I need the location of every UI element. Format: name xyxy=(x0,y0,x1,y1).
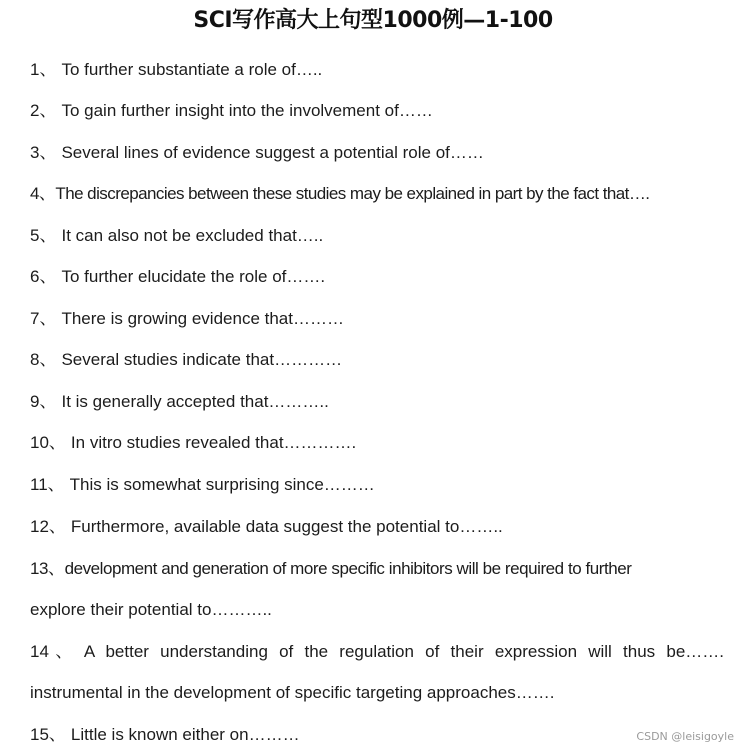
item-text: A better understanding of the regulation of their expression will thus be……. xyxy=(83,642,724,661)
item-text: Little is known either on……… xyxy=(70,725,300,744)
item-number: 1、 xyxy=(30,60,57,79)
item-text: The discrepancies between these studies may be explained in part by the fact that…. xyxy=(55,184,650,203)
list-item xyxy=(30,225,323,247)
item-number: 4、 xyxy=(30,184,56,203)
list-item xyxy=(30,391,329,413)
item-text: Several studies indicate that………… xyxy=(61,350,343,369)
list-item xyxy=(30,516,503,538)
list-item xyxy=(30,183,649,205)
list-item-continuation xyxy=(30,682,554,704)
item-number: 12、 xyxy=(30,517,66,536)
page-title: SCI写作高大上句型1000例—1-100 xyxy=(193,8,553,33)
list-item xyxy=(30,142,484,164)
watermark: CSDN @leisigoyle xyxy=(636,730,734,743)
list-item xyxy=(30,100,433,122)
item-text: Several lines of evidence suggest a potential role of…… xyxy=(61,143,484,162)
item-number: 2、 xyxy=(30,101,57,120)
item-number: 9、 xyxy=(30,392,57,411)
list-item xyxy=(30,432,356,454)
list-item xyxy=(30,266,325,288)
list-item xyxy=(30,558,632,580)
item-text: development and generation of more specific inhibitors will be required to further xyxy=(64,559,632,578)
item-number: 13、 xyxy=(30,559,65,578)
item-text: Furthermore, available data suggest the potential to…….. xyxy=(70,517,503,536)
item-text: It is generally accepted that……….. xyxy=(61,392,329,411)
item-text-continued: instrumental in the development of specific targeting approaches……. xyxy=(30,683,555,702)
list-item xyxy=(30,641,724,663)
list-item xyxy=(30,474,375,496)
item-number: 14、 xyxy=(30,642,79,661)
list-item xyxy=(30,724,300,746)
item-text-continued: explore their potential to……….. xyxy=(30,600,272,619)
item-text: To gain further insight into the involvement of…… xyxy=(61,101,433,120)
item-text: To further elucidate the role of……. xyxy=(61,267,326,286)
list-item-continuation xyxy=(30,599,272,621)
item-number: 8、 xyxy=(30,350,57,369)
item-number: 15、 xyxy=(30,725,66,744)
item-number: 5、 xyxy=(30,226,57,245)
item-text: It can also not be excluded that….. xyxy=(61,226,324,245)
item-number: 3、 xyxy=(30,143,57,162)
item-text: There is growing evidence that……… xyxy=(61,309,344,328)
list-item xyxy=(30,308,344,330)
item-number: 10、 xyxy=(30,433,66,452)
item-text: This is somewhat surprising since……… xyxy=(69,475,375,494)
item-number: 11、 xyxy=(30,475,65,494)
item-text: In vitro studies revealed that…………. xyxy=(70,433,357,452)
item-text: To further substantiate a role of….. xyxy=(61,60,323,79)
item-number: 7、 xyxy=(30,309,57,328)
item-number: 6、 xyxy=(30,267,57,286)
list-item xyxy=(30,59,322,81)
list-item xyxy=(30,349,342,371)
